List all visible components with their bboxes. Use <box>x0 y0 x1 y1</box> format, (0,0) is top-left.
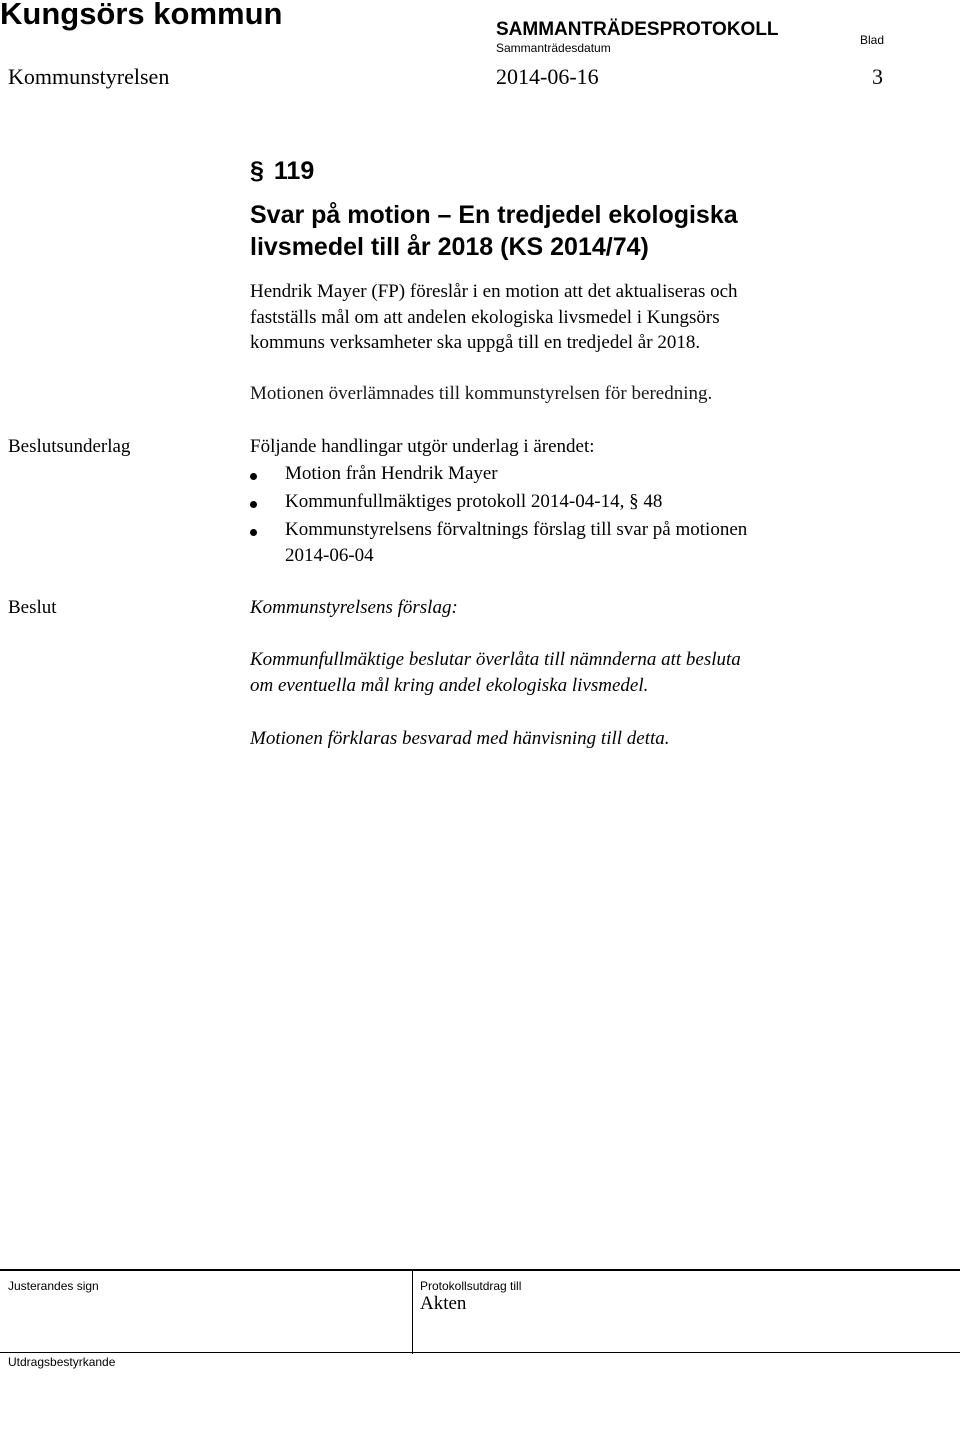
extract-recipient-value: Akten <box>420 1293 467 1314</box>
body-name: Kommunstyrelsen <box>8 64 170 89</box>
document-type: SAMMANTRÄDESPROTOKOLL <box>496 19 779 40</box>
bullet-icon <box>250 529 257 536</box>
table-divider <box>412 1271 413 1354</box>
basis-label: Beslutsunderlag <box>8 436 131 457</box>
bullet-icon <box>250 501 257 508</box>
signature-table <box>0 1269 960 1354</box>
certifier-label: Utdragsbestyrkande <box>8 1355 116 1369</box>
basis-item-text: Kommunfullmäktiges protokoll 2014-04-14, § 48 <box>285 491 663 512</box>
decision-text-line-1: Kommunfullmäktige beslutar överlåta till nämnderna att besluta <box>250 649 741 670</box>
section-title-line-2: livsmedel till år 2018 (KS 2014/74) <box>250 233 649 261</box>
bullet-icon <box>250 473 257 480</box>
basis-intro: Följande handlingar utgör underlag i ärendet: <box>250 436 595 457</box>
motion-text-line-3: kommuns verksamheter ska uppgå till en tredjedel år 2018. <box>250 332 701 353</box>
decision-label: Beslut <box>8 597 57 618</box>
decision-text-line-3: Motionen förklaras besvarad med hänvisning till detta. <box>250 728 670 749</box>
basis-item-text: Kommunstyrelsens förvaltnings förslag till svar på motionen <box>285 519 748 540</box>
section-title-line-1: Svar på motion – En tredjedel ekologiska <box>250 201 738 229</box>
meeting-date-label: Sammanträdesdatum <box>496 41 611 55</box>
basis-item-text: Motion från Hendrik Mayer <box>285 463 498 484</box>
signature-label: Justerandes sign <box>8 1279 99 1293</box>
extract-recipient-label: Protokollsutdrag till <box>420 1279 522 1293</box>
section-number-value: 119 <box>273 157 315 185</box>
table-divider <box>0 1352 960 1353</box>
motion-text-line-1: Hendrik Mayer (FP) föreslår i en motion att det aktualiseras och <box>250 281 738 302</box>
section-number <box>250 157 314 186</box>
page-label: Blad <box>860 33 885 47</box>
municipality-name: Kungsörs kommun <box>0 0 283 31</box>
motion-text-line-2: fastställs mål om att andelen ekologiska livsmedel i Kungsörs <box>250 307 720 328</box>
page-number: 3 <box>872 64 883 89</box>
referral-text: Motionen överlämnades till kommunstyrelsen för beredning. <box>250 383 713 404</box>
meeting-date: 2014-06-16 <box>496 64 599 89</box>
basis-item-continuation: 2014-06-04 <box>285 545 374 566</box>
section-sign: § <box>250 157 264 185</box>
proposal-heading: Kommunstyrelsens förslag: <box>250 597 458 618</box>
decision-text-line-2: om eventuella mål kring andel ekologiska livsmedel. <box>250 675 649 696</box>
